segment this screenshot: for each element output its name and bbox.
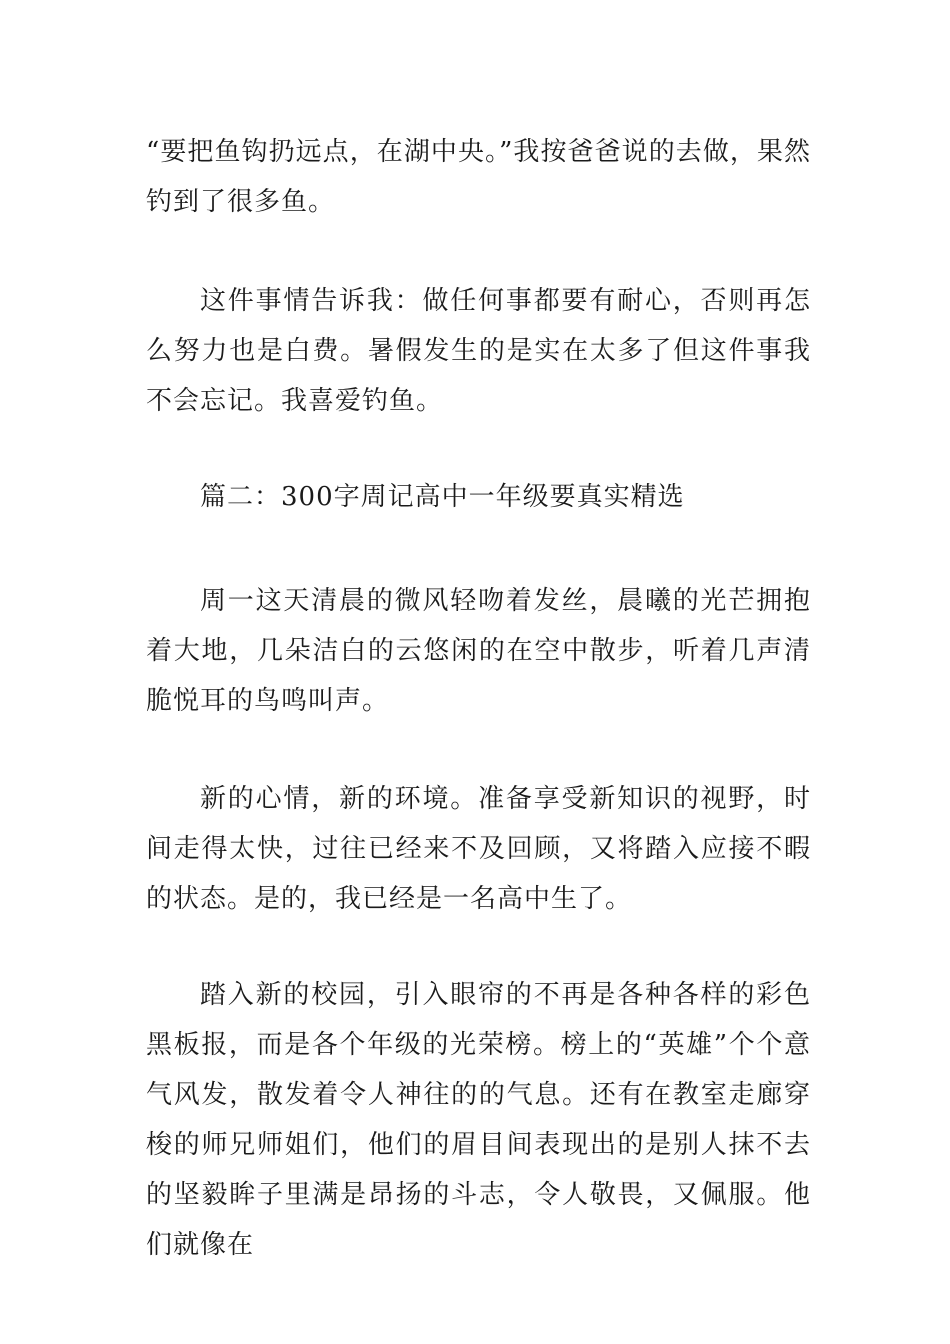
section-heading: 篇二：300字周记高中一年级要真实精选: [200, 482, 685, 512]
paragraph-morning: 周一这天清晨的微风轻吻着发丝，晨曦的光芒拥抱着大地，几朵洁白的云悠闲的在空中散步，听着几声清脆悦耳的鸟鸣叫声。: [146, 586, 811, 716]
paragraph-lesson: 这件事情告诉我：做任何事都要有耐心，否则再怎么努力也是白费。暑假发生的是实在太多了但这件事我不会忘记。我喜爱钓鱼。: [146, 286, 811, 416]
paragraph-new-campus: 踏入新的校园，引入眼帘的不再是各种各样的彩色黑板报，而是各个年级的光荣榜。榜上的“英雄”个个意气风发，散发着令人神往的的气息。还有在教室走廊穿梭的师兄师姐们，他们的眉目间表现出的是别人抹不去的坚毅眸子里满是昂扬的斗志，令人敬畏，又佩服。他们就像在: [146, 980, 811, 1260]
paragraph-new-mood: 新的心情，新的环境。准备享受新知识的视野，时间走得太快，过往已经来不及回顾，又将踏入应接不暇的状态。是的，我已经是一名高中生了。: [146, 784, 811, 914]
paragraph-fishing-advice: “要把鱼钩扔远点，在湖中央。”我按爸爸说的去做，果然钓到了很多鱼。: [146, 137, 811, 217]
